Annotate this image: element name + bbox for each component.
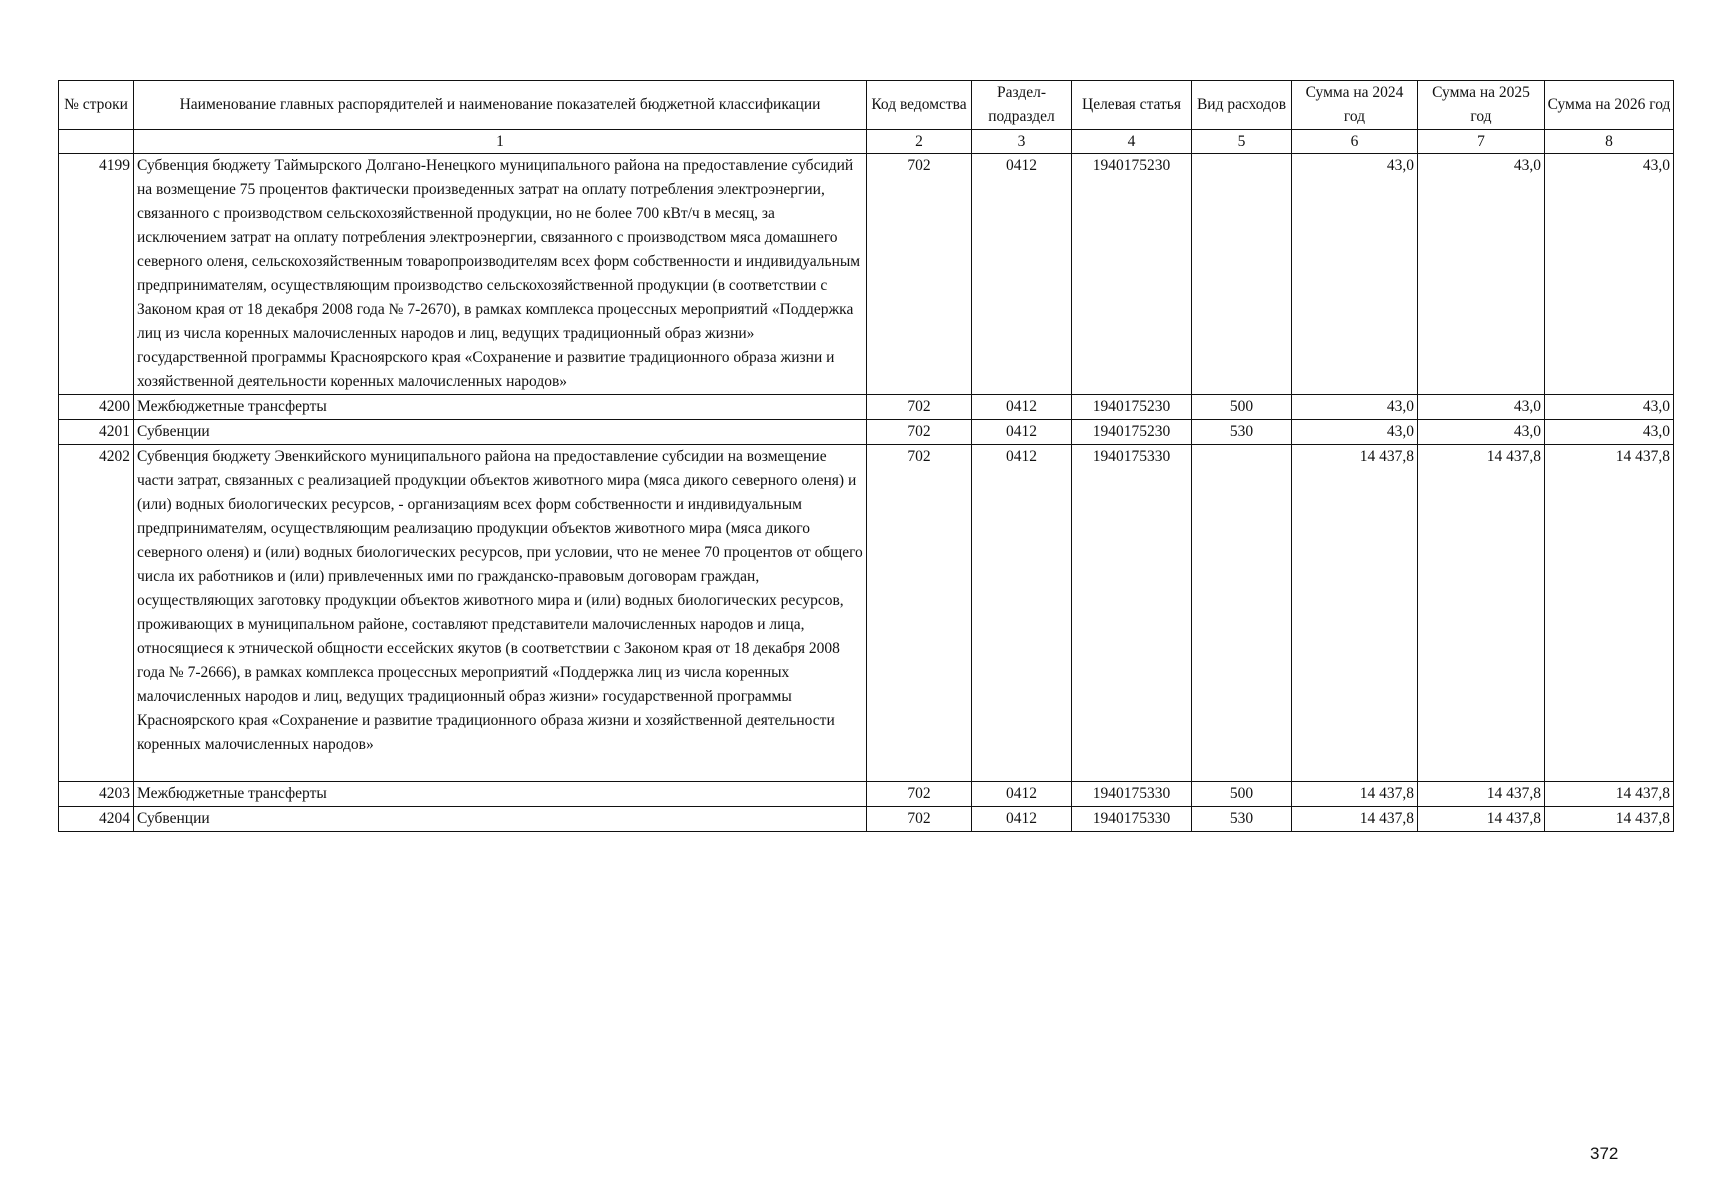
sum-2024: 43,0 — [1292, 420, 1418, 445]
dept-code: 702 — [867, 807, 972, 832]
row-name: Субвенции — [134, 807, 867, 832]
header-row-number: № строки — [59, 81, 134, 130]
sum-2024: 43,0 — [1292, 154, 1418, 395]
expense-type: 500 — [1192, 395, 1292, 420]
sum-2025: 43,0 — [1418, 395, 1545, 420]
row-name: Субвенции — [134, 420, 867, 445]
table-row — [59, 807, 1674, 832]
dept-code: 702 — [867, 420, 972, 445]
section-code: 0412 — [972, 782, 1072, 807]
column-number: 4 — [1072, 130, 1192, 154]
section-code: 0412 — [972, 420, 1072, 445]
header-section: Раздел-подраздел — [972, 81, 1072, 130]
column-number: 2 — [867, 130, 972, 154]
target-code: 1940175330 — [1072, 807, 1192, 832]
table-row — [59, 420, 1674, 445]
column-number: 8 — [1545, 130, 1674, 154]
target-code: 1940175330 — [1072, 445, 1192, 782]
target-code: 1940175230 — [1072, 420, 1192, 445]
header-target: Целевая статья — [1072, 81, 1192, 130]
page-number: 372 — [1590, 1144, 1619, 1163]
row-number: 4200 — [59, 395, 134, 420]
sum-2025: 14 437,8 — [1418, 782, 1545, 807]
table-row — [59, 154, 1674, 395]
sum-2026: 43,0 — [1545, 420, 1674, 445]
table-row — [59, 395, 1674, 420]
header-expense-type: Вид расходов — [1192, 81, 1292, 130]
dept-code: 702 — [867, 395, 972, 420]
target-code: 1940175330 — [1072, 782, 1192, 807]
column-number — [59, 130, 134, 154]
target-code: 1940175230 — [1072, 395, 1192, 420]
header-row — [59, 81, 1674, 130]
column-number-row — [59, 130, 1674, 154]
target-code: 1940175230 — [1072, 154, 1192, 395]
section-code: 0412 — [972, 154, 1072, 395]
sum-2026: 14 437,8 — [1545, 445, 1674, 782]
expense-type: 530 — [1192, 420, 1292, 445]
sum-2024: 14 437,8 — [1292, 807, 1418, 832]
sum-2026: 43,0 — [1545, 154, 1674, 395]
sum-2026: 14 437,8 — [1545, 782, 1674, 807]
row-name: Субвенция бюджету Эвенкийского муниципального района на предоставление субсидии на возмещение части затрат, связанных с реализацией продукции объектов животного мира (мяса дикого северного оленя) и (или) водных биологических ресурсов, - организациям всех форм собственности и индивидуальным предпринимателям, осуществляющим реализацию продукции объектов животного мира (мяса дикого северного оленя) и (или) водных биологических ресурсов, при условии, что не менее 70 процентов от общего числа их работников и (или) привлеченных ими по гражданско-правовым договорам граждан, осуществляющих заготовку продукции объектов животного мира и (или) водных биологических ресурсов, проживающих в муниципальном районе, составляют представители малочисленных народов и лица, относящиеся к этнической общности ессейских якутов (в соответствии с Законом края от 18 декабря 2008 года № 7-2666), в рамках комплекса процессных мероприятий «Поддержка лиц из числа коренных малочисленных народов и лиц, ведущих традиционный образ жизни» государственной программы Красноярского края «Сохранение и развитие традиционного образа жизни и хозяйственной деятельности коренных малочисленных народов» — [134, 445, 867, 782]
section-code: 0412 — [972, 395, 1072, 420]
table-body — [59, 130, 1674, 832]
dept-code: 702 — [867, 154, 972, 395]
dept-code: 702 — [867, 782, 972, 807]
header-sum-2025: Сумма на 2025 год — [1418, 81, 1545, 130]
expense-type — [1192, 154, 1292, 395]
sum-2025: 14 437,8 — [1418, 807, 1545, 832]
row-number: 4204 — [59, 807, 134, 832]
sum-2025: 14 437,8 — [1418, 445, 1545, 782]
section-code: 0412 — [972, 807, 1072, 832]
row-number: 4202 — [59, 445, 134, 782]
row-name: Субвенция бюджету Таймырского Долгано-Ненецкого муниципального района на предоставление субсидий на возмещение 75 процентов фактически произведенных затрат на оплату потребления электроэнергии, связанного с производством сельскохозяйственной продукции, но не более 700 кВт/ч в месяц, за исключением затрат на оплату потребления электроэнергии, связанного с производством мяса домашнего северного оленя, сельскохозяйственным товаропроизводителям всех форм собственности и индивидуальным предпринимателям, осуществляющим производство сельскохозяйственной продукции (в соответствии с Законом края от 18 декабря 2008 года № 7-2670), в рамках комплекса процессных мероприятий «Поддержка лиц из числа коренных малочисленных народов и лиц, ведущих традиционный образ жизни» государственной программы Красноярского края «Сохранение и развитие традиционного образа жизни и хозяйственной деятельности коренных малочисленных народов» — [134, 154, 867, 395]
sum-2024: 43,0 — [1292, 395, 1418, 420]
column-number: 6 — [1292, 130, 1418, 154]
row-name: Межбюджетные трансферты — [134, 395, 867, 420]
sum-2025: 43,0 — [1418, 154, 1545, 395]
header-name: Наименование главных распорядителей и наименование показателей бюджетной классификации — [134, 81, 867, 130]
column-number: 1 — [134, 130, 867, 154]
row-number: 4199 — [59, 154, 134, 395]
header-sum-2024: Сумма на 2024 год — [1292, 81, 1418, 130]
header-dept-code: Код ведомства — [867, 81, 972, 130]
row-number: 4201 — [59, 420, 134, 445]
header-sum-2026: Сумма на 2026 год — [1545, 81, 1674, 130]
expense-type: 500 — [1192, 782, 1292, 807]
expense-type — [1192, 445, 1292, 782]
section-code: 0412 — [972, 445, 1072, 782]
column-number: 3 — [972, 130, 1072, 154]
budget-table — [58, 80, 1674, 832]
column-number: 5 — [1192, 130, 1292, 154]
table-row — [59, 445, 1674, 782]
row-number: 4203 — [59, 782, 134, 807]
column-number: 7 — [1418, 130, 1545, 154]
sum-2026: 14 437,8 — [1545, 807, 1674, 832]
sum-2025: 43,0 — [1418, 420, 1545, 445]
table-row — [59, 782, 1674, 807]
row-name: Межбюджетные трансферты — [134, 782, 867, 807]
expense-type: 530 — [1192, 807, 1292, 832]
sum-2024: 14 437,8 — [1292, 782, 1418, 807]
table-header — [59, 81, 1674, 130]
sum-2026: 43,0 — [1545, 395, 1674, 420]
sum-2024: 14 437,8 — [1292, 445, 1418, 782]
dept-code: 702 — [867, 445, 972, 782]
